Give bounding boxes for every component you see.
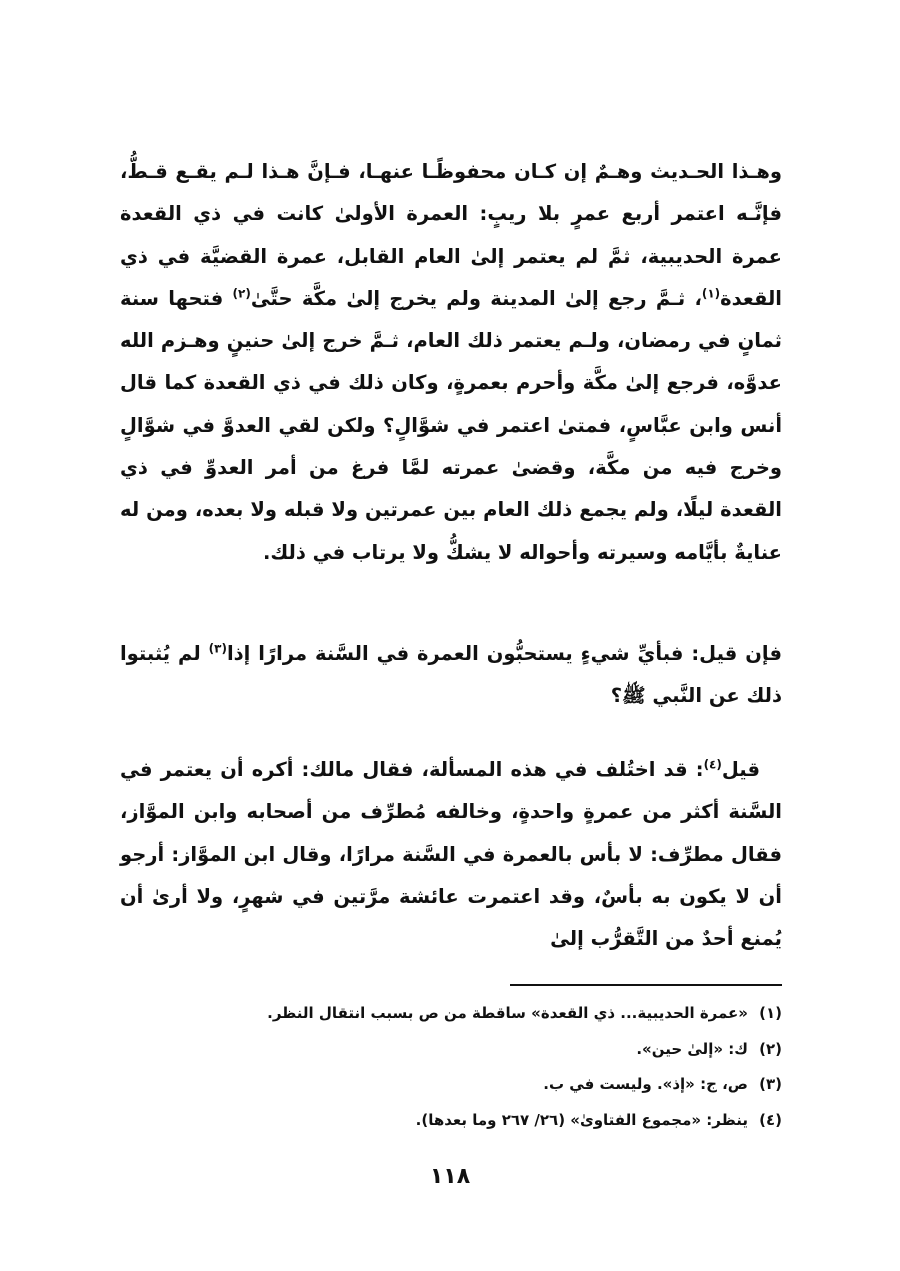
page-number: ١١٨ [429, 1164, 471, 1189]
paragraph-text: لم يُثبتوا ذلك عن النَّبي ﷺ؟ [120, 642, 782, 708]
footnote-number: (٢) [759, 1039, 782, 1058]
footnote-marker-2[interactable]: (٢) [232, 286, 251, 301]
paragraph-text: وهـذا الحـديث وهـمٌ إن كـان محفوظًـا عنهـا، فـإنَّ هـذا لـم يقـع قـطُّ، فإنَّـه اعتمر أربع عمرٍ بلا ريبٍ: العمرة الأولىٰ كانت في ذي القعدة عمرة الحديبية، ثمَّ لم يعتمر إلىٰ العام القابل، عمرة القضيَّة في ذي القعدة [120, 160, 782, 310]
paragraph-text: قيل [721, 758, 760, 781]
footnote-text: ك: «إلىٰ حين». [636, 1039, 748, 1058]
footnote-text: «عمرة الحديبية... ذي القعدة» ساقطة من ص بسبب انتقال النظر. [267, 1004, 748, 1022]
footnote-item [200, 1032, 782, 1068]
paragraph-text: فإن قيل: فبأيِّ شيءٍ يستحبُّون العمرة في السَّنة مرارًا إذا [226, 642, 782, 665]
footnote-number: (٣) [759, 1075, 782, 1093]
footnote-marker-1[interactable]: (١) [701, 286, 721, 301]
footnote-text: ص، ج: «إذ». وليست في ب. [543, 1075, 748, 1093]
body-paragraph-2 [120, 633, 782, 718]
paragraph-text: : قد اختُلف في هذه المسألة، فقال مالك: أكره أن يعتمر في السَّنة أكثر من عمرةٍ واحدةٍ، وخالفه مُطرِّف من أصحابه وابن الموَّاز، فقال مطرِّف: لا بأس بالعمرة في السَّنة مرارًا، وقال ابن الموَّاز: أرجو أن لا يكون به بأسٌ، وقد اعتمرت عائشة مرَّتين في شهرٍ، ولا أرىٰ أن يُمنع أحدٌ من التَّقرُّب إلىٰ [120, 758, 782, 951]
footnote-number: (١) [759, 1004, 782, 1022]
paragraph-text: فتحها سنة ثمانٍ في رمضان، ولـم يعتمر ذلك العام، ثـمَّ خرج إلىٰ حنينٍ وهـزم الله عدوَّه، فرجع إلىٰ مكَّة وأحرم بعمرةٍ، وكان ذلك في ذي القعدة كما قال أنس وابن عبَّاسٍ، فمتىٰ اعتمر في شوَّالٍ؟ ولكن لقي العدوَّ في شوَّالٍ وخرج فيه من مكَّة، وقضىٰ عمرته لمَّا فرغ من أمر العدوِّ في ذي القعدة ليلًا، ولم يجمع ذلك العام بين عمرتين ولا قبله ولا بعده، ومن له عنايةٌ بأيَّامه وسيرته وأحواله لا يشكُّ ولا يرتاب في ذلك. [120, 286, 782, 564]
footnote-marker-3[interactable]: (٣) [208, 641, 227, 656]
footnote-item [200, 1067, 782, 1103]
footnote-text: ينظر: «مجموع الفتاوىٰ» (٢٦/ ٢٦٧ وما بعدها). [415, 1110, 748, 1129]
body-paragraph-3 [120, 749, 782, 960]
footnotes-list [200, 996, 782, 1138]
footnote-item [200, 996, 782, 1032]
footnote-number: (٤) [759, 1110, 782, 1129]
footnote-divider [510, 984, 782, 986]
footnote-marker-4[interactable]: (٤) [703, 757, 722, 772]
body-paragraph-1 [120, 151, 782, 574]
paragraph-text: ، ثـمَّ رجع إلىٰ المدينة ولم يخرج إلىٰ مكَّة حتَّىٰ [250, 286, 702, 310]
footnote-item [200, 1103, 782, 1139]
